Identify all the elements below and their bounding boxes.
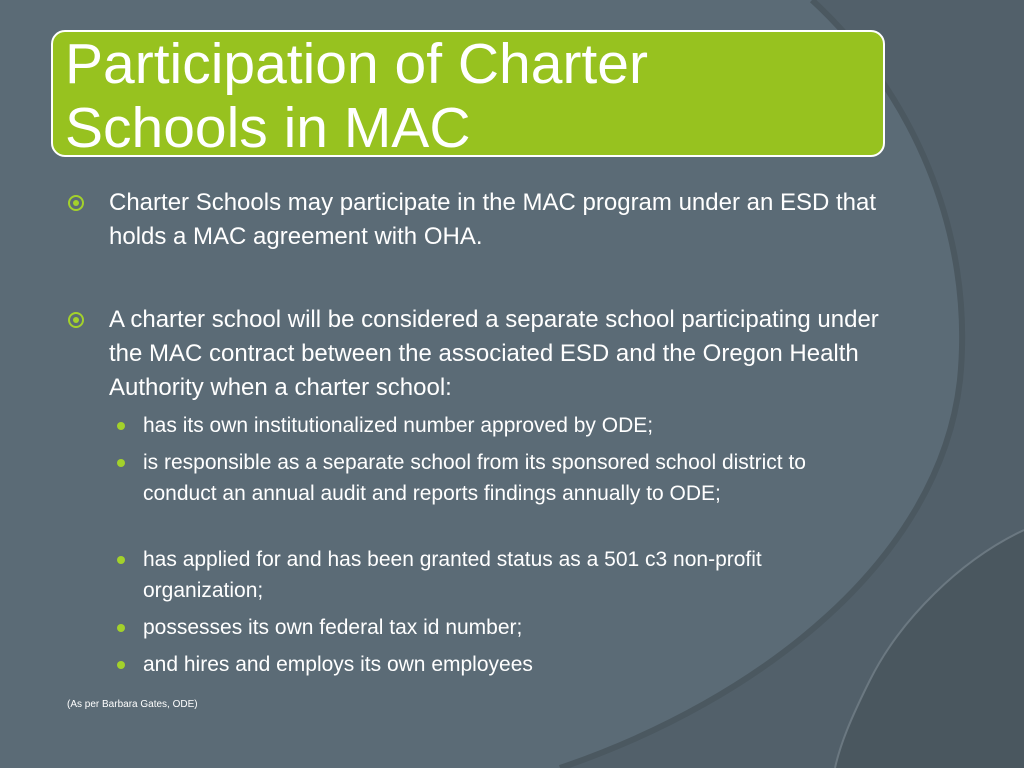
dot-icon (117, 459, 125, 467)
sub-bullet-text: possesses its own federal tax id number; (143, 616, 523, 639)
dot-icon (117, 624, 125, 632)
bullet-text: Charter Schools may participate in the MAC program under an ESD that holds a MAC agreement with OHA. (109, 189, 877, 250)
sub-bullet-text: and hires and employs its own employees (143, 653, 533, 676)
bullet-text: A charter school will be considered a separate school participating under the MAC contract between the associated ESD and the Oregon Health Authority when a charter school: (109, 306, 879, 401)
source-footnote: (As per Barbara Gates, ODE) (67, 699, 198, 710)
slide-title-line-1: Participation of Charter (65, 32, 648, 96)
slide-title-line-2: Schools in MAC (65, 96, 471, 160)
sub-bullet-text: is responsible as a separate school from its sponsored school district to conduct an annual audit and reports findings annually to ODE; (143, 451, 806, 505)
dot-icon (117, 556, 125, 564)
sub-bullet-text: has its own institutionalized number approved by ODE; (143, 414, 654, 437)
sub-bullet-text: has applied for and has been granted status as a 501 c3 non-profit organization; (143, 548, 762, 602)
dot-icon (117, 422, 125, 430)
circled-dot-icon (68, 195, 84, 211)
dot-icon (117, 661, 125, 669)
circled-dot-icon (68, 312, 84, 328)
